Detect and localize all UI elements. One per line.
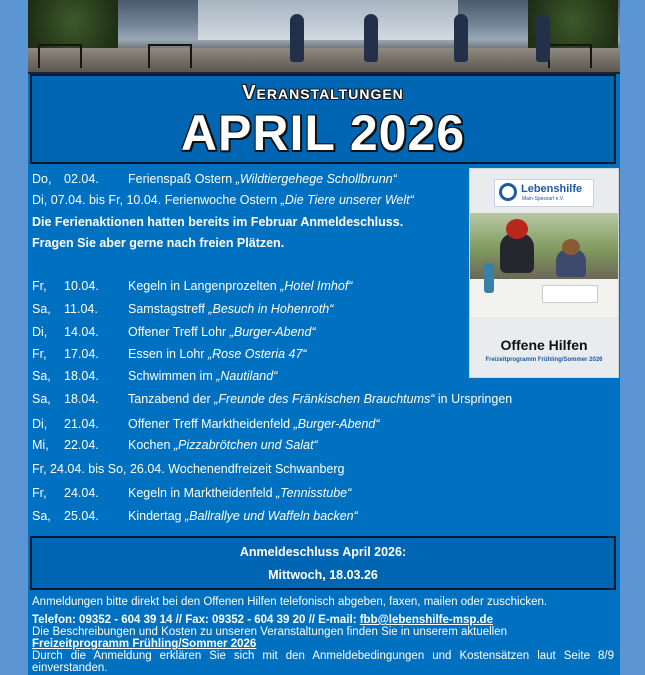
event-row: Di, 21.04. Offener Treff Marktheidenfeld „Burger-Abend“ bbox=[32, 417, 380, 431]
event-row: Sa, 11.04. Samstagstreff „Besuch in Hohenroth“ bbox=[32, 302, 334, 316]
cover-title: Offene Hilfen bbox=[500, 337, 588, 353]
event-row: Fr, 17.04. Essen in Lohr „Rose Osteria 47“ bbox=[32, 347, 307, 361]
event-row: Di, 07.04. bis Fr, 10.04. Ferienwoche Ostern „Die Tiere unserer Welt“ bbox=[32, 193, 414, 207]
event-row: Sa, 25.04. Kindertag „Ballrallye und Waffeln backen“ bbox=[32, 509, 358, 523]
notice-line-1: Die Ferienaktionen hatten bereits im Februar Anmeldeschluss. bbox=[32, 215, 404, 229]
cover-photo bbox=[470, 213, 618, 317]
weekend-row: Fr, 24.04. bis So, 26.04. Wochenendfreizeit Schwanberg bbox=[32, 462, 345, 476]
page-subtitle: Veranstaltungen bbox=[242, 82, 404, 104]
logo-icon bbox=[499, 183, 517, 201]
program-cover-image bbox=[469, 168, 619, 378]
program-link[interactable]: Freizeitprogramm Frühling/Sommer 2026 bbox=[32, 638, 257, 650]
event-row: Sa, 18.04. Tanzabend der „Freunde des Fränkischen Brauchtums“ in Urspringen bbox=[32, 392, 513, 406]
event-row: Sa, 18.04. Schwimmen im „Nautiland“ bbox=[32, 369, 278, 383]
contact-line: Telefon: 09352 - 604 39 14 // Fax: 09352 - 604 39 20 // E-mail: fbb@lebenshilfe-msp.de bbox=[32, 614, 493, 626]
event-row: Do, 02.04. Ferienspaß Ostern „Wildtiergehege Schollbrunn“ bbox=[32, 172, 397, 186]
notice-line-2: Fragen Sie aber gerne nach freien Plätzen. bbox=[32, 236, 285, 250]
footer-intro: Anmeldungen bitte direkt bei den Offenen Hilfen telefonisch abgeben, faxen, mailen oder zuschicken. bbox=[32, 596, 548, 608]
cover-subtitle: Freizeitprogramm Frühling/Sommer 2026 bbox=[485, 357, 603, 363]
header-photo bbox=[28, 0, 620, 74]
email-link[interactable]: fbb@lebenshilfe-msp.de bbox=[359, 614, 493, 626]
event-row: Fr, 24.04. Kegeln in Marktheidenfeld „Tennisstube“ bbox=[32, 486, 352, 500]
deadline-label: Anmeldeschluss April 2026: bbox=[239, 545, 407, 559]
footer-description: Die Beschreibungen und Kosten zu unseren Veranstaltungen finden Sie in unserem aktuellen bbox=[32, 626, 508, 638]
event-row: Mi, 22.04. Kochen „Pizzabrötchen und Salat“ bbox=[32, 438, 318, 452]
title-box bbox=[30, 74, 616, 164]
deadline-box bbox=[30, 536, 616, 590]
event-row: Fr, 10.04. Kegeln in Langenprozelten „Hotel Imhof“ bbox=[32, 279, 353, 293]
footer bbox=[32, 596, 618, 674]
page-title: APRIL 2026 bbox=[180, 105, 466, 161]
lebenshilfe-logo: Lebenshilfe Main-Spessart e.V. bbox=[494, 179, 594, 207]
flyer-page bbox=[28, 0, 620, 675]
footer-terms: Durch die Anmeldung erklären Sie sich mit den Anmeldebedingungen und Kostensätzen laut Seite 8/9 einverstanden. bbox=[32, 650, 614, 674]
event-row: Di, 14.04. Offener Treff Lohr „Burger-Abend“ bbox=[32, 325, 316, 339]
deadline-date: Mittwoch, 18.03.26 bbox=[268, 568, 378, 582]
